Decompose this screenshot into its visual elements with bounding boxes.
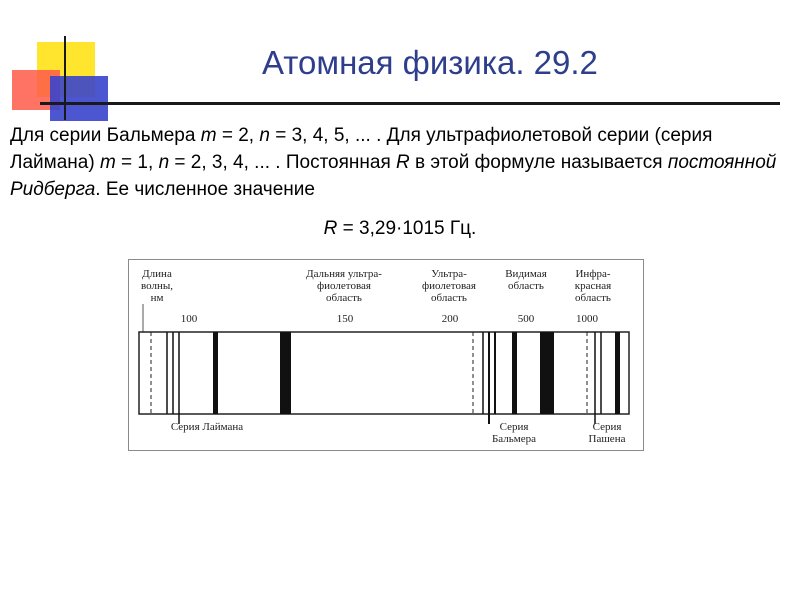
paschen-series-label-line2: Пашена: [588, 433, 626, 445]
body-paragraph: [10, 122, 795, 203]
paschen-series-label-line1: Серия: [592, 421, 622, 433]
variable-n: n: [158, 152, 170, 173]
wavelength-label-line2: волны,: [141, 280, 173, 292]
text-segment: . Ее численное значение: [95, 179, 315, 200]
tick-label-500: 500: [517, 313, 535, 325]
variable-m: m: [99, 152, 116, 173]
spectral-line: [540, 332, 554, 414]
text-segment: = 1,: [115, 152, 159, 173]
tick-label-100: 100: [180, 313, 198, 325]
tick-label-150: 150: [336, 313, 354, 325]
title-underline: [40, 102, 780, 105]
balmer-series-label-line2: Бальмера: [491, 433, 537, 445]
ir-label-line2: красная: [574, 280, 612, 292]
tick-label-1000: 1000: [576, 313, 598, 325]
tick-label-200: 200: [441, 313, 459, 325]
variable-m: m: [200, 125, 217, 146]
visible-label-line2: область: [508, 280, 544, 292]
uv-label-line2: фиолетовая: [422, 280, 476, 292]
spectrum-figure: [128, 259, 644, 451]
page-title: Атомная физика. 29.2: [262, 44, 598, 81]
wavelength-label-line1: Длина: [142, 268, 172, 280]
rydberg-formula: [0, 218, 800, 240]
far-uv-label-line2: фиолетовая: [317, 280, 371, 292]
text-segment: Для серии Бальмера: [10, 125, 201, 146]
text-segment: = 3, 4, 5, ... . Для ультрафиолетовой серии (серия Лаймана): [10, 125, 713, 173]
uv-label-line1: Ультра-: [431, 268, 467, 280]
formula-variable: R: [323, 218, 338, 239]
far-uv-label-line1: Дальняя ультра-: [306, 268, 382, 280]
spectrum-strip: [139, 332, 629, 414]
spectral-line: [280, 332, 291, 414]
wavelength-label-line3: нм: [150, 292, 164, 304]
variable-n: n: [259, 125, 270, 146]
spectral-line: [512, 332, 517, 414]
spectral-line: [213, 332, 218, 414]
lyman-series-label: Серия Лаймана: [170, 421, 244, 433]
variable-r: R: [396, 152, 410, 173]
ir-label-line1: Инфра-: [575, 268, 611, 280]
formula-value: = 3,29·1015 Гц.: [337, 218, 477, 239]
spectrum-diagram: [129, 260, 643, 450]
balmer-series-label-line1: Серия: [499, 421, 529, 433]
text-segment: в этой формуле называется: [409, 152, 668, 173]
spectral-line: [615, 332, 620, 414]
rydberg-constant-term: постоянной Ридберга: [10, 152, 777, 200]
text-segment: = 2,: [216, 125, 260, 146]
text-segment: = 2, 3, 4, ... . Постоянная: [169, 152, 397, 173]
logo-vertical-line: [64, 36, 66, 120]
logo-blue-square: [50, 76, 108, 121]
far-uv-label-line3: область: [326, 292, 362, 304]
ir-label-line3: область: [575, 292, 611, 304]
uv-label-line3: область: [431, 292, 467, 304]
visible-label-line1: Видимая: [505, 268, 547, 280]
